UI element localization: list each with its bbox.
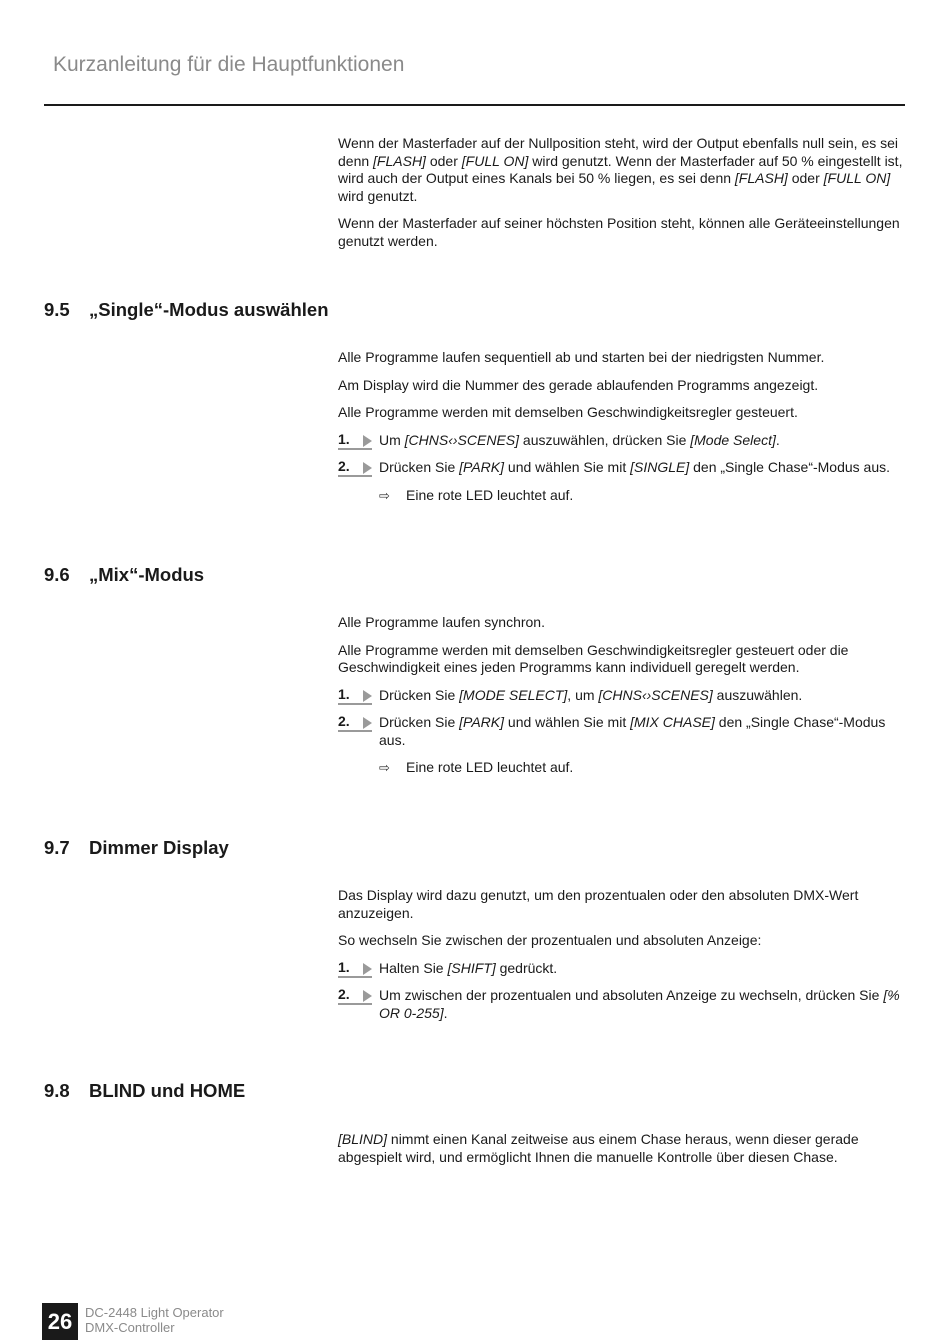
step-arrow-icon	[363, 462, 372, 474]
step-arrow-icon	[363, 435, 372, 447]
section-number: 9.8	[44, 1080, 70, 1101]
section-heading-9-5	[44, 299, 329, 321]
control-reference: [% OR 0-255]	[379, 987, 900, 1021]
section-9-8-body	[338, 1131, 905, 1166]
section-9-5-body	[338, 349, 905, 504]
control-reference: [MODE SELECT]	[459, 686, 568, 703]
step-number-label: 2.	[338, 458, 350, 474]
step-number	[338, 714, 372, 732]
control-reference: [FLASH]	[734, 170, 788, 186]
paragraph: Das Display wird dazu genutzt, um den prozentualen oder den absoluten DMX-Wert anzuzeigen.	[338, 887, 859, 921]
section-heading-9-7	[44, 837, 229, 859]
step-number	[338, 432, 372, 450]
result-arrow-icon: ⇨	[379, 760, 390, 775]
step-text: Um zwischen der prozentualen und absoluten Anzeige zu wechseln, drücken Sie [% OR 0-255].	[379, 987, 900, 1021]
step-number	[338, 960, 372, 978]
control-reference: [CHNS‹›SCENES]	[404, 431, 520, 448]
control-reference: [SHIFT]	[447, 959, 496, 976]
paragraph: Alle Programme laufen synchron.	[338, 614, 545, 630]
control-reference: [CHNS‹›SCENES]	[598, 686, 713, 703]
control-reference: [PARK]	[459, 714, 505, 730]
section-number: 9.5	[44, 299, 70, 320]
control-reference: [BLIND]	[338, 1131, 388, 1147]
section-title: „Mix“-Modus	[89, 564, 205, 585]
control-reference: [SINGLE]	[630, 459, 690, 475]
step-number-label: 1.	[338, 958, 350, 975]
section-9-6-body	[338, 614, 905, 777]
step-number	[338, 987, 372, 1005]
step-number-label: 2.	[338, 986, 350, 1002]
intro-section	[338, 135, 905, 250]
control-reference: [FULL ON]	[461, 152, 529, 169]
control-reference: [Mode Select]	[690, 431, 776, 448]
section-title: Dimmer Display	[89, 837, 229, 858]
step-text: Um [CHNS‹›SCENES] auszuwählen, drücken Sie [Mode Select].	[379, 431, 780, 448]
step-result	[338, 759, 905, 777]
step-text: Drücken Sie [MODE SELECT], um [CHNS‹›SCENES] auszuwählen.	[379, 686, 803, 703]
result-text: Eine rote LED leuchtet auf.	[406, 486, 574, 503]
step-text: Drücken Sie [PARK] und wählen Sie mit [SINGLE] den „Single Chase“-Modus aus.	[379, 459, 891, 475]
step-arrow-icon	[363, 963, 372, 975]
step-arrow-icon	[363, 990, 372, 1002]
result-text: Eine rote LED leuchtet auf.	[406, 759, 574, 775]
paragraph: Alle Programme werden mit demselben Geschwindigkeitsregler gesteuert oder die Geschwindigkeit eines jeden Programms kann individuell geregelt werden.	[338, 641, 849, 675]
paragraph: [BLIND] nimmt einen Kanal zeitweise aus einem Chase heraus, wenn dieser gerade abgespielt wird, und ermöglicht Ihnen die manuelle Kontrolle über diesen Chase.	[338, 1131, 859, 1165]
step-number-label: 1.	[338, 430, 350, 447]
control-reference: [FLASH]	[373, 152, 426, 169]
section-heading-9-6	[44, 564, 204, 586]
paragraph: Alle Programme laufen sequentiell ab und starten bei der niedrigsten Nummer.	[338, 349, 825, 365]
step-text: Halten Sie [SHIFT] gedrückt.	[379, 959, 558, 976]
header-divider	[44, 104, 905, 106]
footer-product	[85, 1305, 224, 1335]
paragraph: Am Display wird die Nummer des gerade ablaufenden Programms angezeigt.	[338, 376, 819, 393]
paragraph: So wechseln Sie zwischen der prozentualen und absoluten Anzeige:	[338, 932, 762, 948]
step-item	[338, 687, 905, 705]
control-reference: [PARK]	[459, 459, 505, 475]
step-item	[338, 459, 905, 477]
intro-paragraph-1: Wenn der Masterfader auf der Nullposition steht, wird der Output ebenfalls null sein, es sei denn [FLASH] oder [FULL ON] wird genutzt. Wenn der Masterfader auf 50 % eingestellt ist, wird auch der Output eines Kanals bei 50 % liegen, es sei denn [FLASH] oder [FULL ON] wird genutzt.	[338, 135, 903, 204]
section-number: 9.6	[44, 564, 70, 585]
section-9-7-body	[338, 887, 905, 1022]
step-arrow-icon	[363, 717, 372, 729]
step-item	[338, 432, 905, 450]
section-number: 9.7	[44, 837, 70, 858]
section-title: BLIND und HOME	[89, 1080, 246, 1101]
step-text: Drücken Sie [PARK] und wählen Sie mit [MIX CHASE] den „Single Chase“-Modus aus.	[379, 714, 886, 748]
step-number	[338, 687, 372, 705]
footer-product-name: DC-2448 Light Operator	[85, 1305, 224, 1320]
control-reference: [FULL ON]	[823, 170, 891, 186]
paragraph: Alle Programme werden mit demselben Geschwindigkeitsregler gesteuert.	[338, 404, 798, 420]
step-number-label: 1.	[338, 685, 350, 702]
page-header-title: Kurzanleitung für die Hauptfunktionen	[53, 53, 405, 76]
page-number: 26	[42, 1303, 78, 1340]
step-number-label: 2.	[338, 713, 350, 729]
step-item	[338, 960, 905, 978]
step-number	[338, 459, 372, 477]
control-reference: [MIX CHASE]	[630, 714, 715, 730]
intro-paragraph-2: Wenn der Masterfader auf seiner höchsten Position steht, können alle Geräteeinstellungen genutzt werden.	[338, 215, 900, 249]
footer-product-type: DMX-Controller	[85, 1320, 175, 1335]
step-item	[338, 987, 905, 1022]
step-result	[338, 487, 905, 505]
step-arrow-icon	[363, 690, 372, 702]
step-item	[338, 714, 905, 749]
result-arrow-icon: ⇨	[379, 487, 390, 503]
section-title: „Single“-Modus auswählen	[89, 299, 329, 320]
section-heading-9-8	[44, 1080, 245, 1102]
